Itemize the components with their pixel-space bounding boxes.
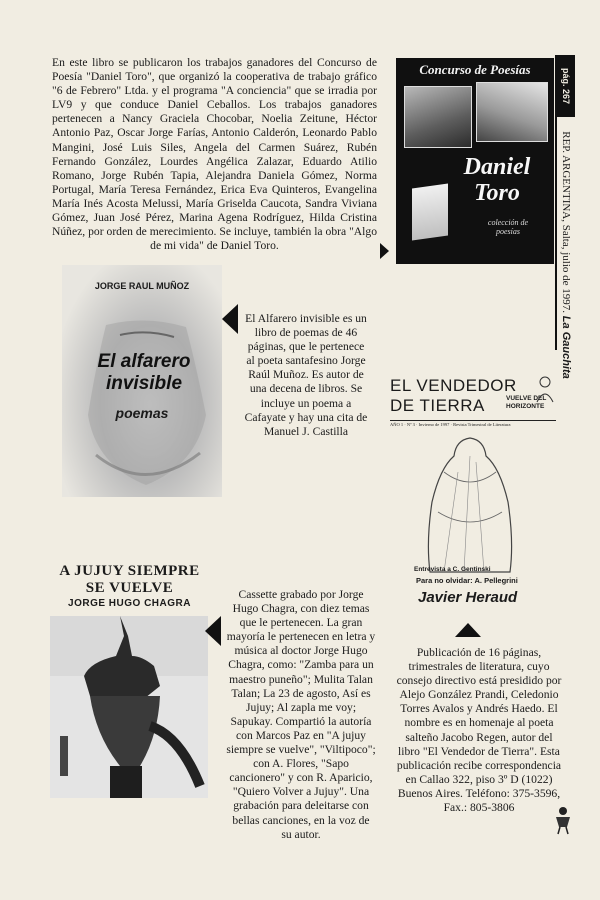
vendedor-title-1: EL VENDEDOR [390,376,517,395]
cover-name-first: Daniel [463,154,531,180]
vendedor-cover-subtitle: VUELVE DEL HORIZONTE [506,395,547,410]
vendedor-cover-title [390,376,517,416]
cover-photo-book [412,183,448,240]
header-brand: La Gauchita [560,315,572,379]
arrow-left-icon [222,304,238,334]
vendedor-cover-name: Javier Heraud [418,589,518,606]
page-number-box [557,55,575,117]
figure-sketch-icon [532,374,558,404]
vase-illustration [76,305,216,495]
arrow-right-icon [380,243,389,259]
vendedor-cover-image [390,368,560,614]
vendedor-paragraph: Publicación de 16 páginas, trimestrales de literatura, cuyo consejo directivo está presidido por Alejo González Prandi, Celedonio Torres Avalos y Andrés Haedo. El nombre es en homenaje al poeta salteño Jacobo Regen, autor del libro "El Vendedor de Tierra". Esta publicación recibe correspondencia en Callao 322, piso 3º D (1022) Buenos Aires. Teléfono: 375-3596, Fax.: 805-3806 [396,646,562,815]
alfarero-cover-author: JORGE RAUL MUÑOZ [94,281,190,291]
veiled-figure-illustration [414,432,526,574]
header-text [560,131,572,379]
cover-photo-landscape [476,82,548,142]
cover-name [452,154,542,206]
vendedor-cover-interview: Entrevista a C. Gentinski [414,566,491,573]
page-header-strip [555,55,575,379]
alfarero-paragraph: El Alfarero invisible es un libro de poemas de 46 páginas, que le pertenece al poeta santafesino Jorge Raúl Muñoz. Es autor de una decena de libros. Se incluye un poema a Cafayate y hay una cita de Manuel J. Castilla [244,312,368,438]
arrow-up-icon [455,623,481,637]
jujuy-title-1: A JUJUY SIEMPRE [59,563,200,579]
vendedor-cover-issue: AÑO 1 · Nº 3 · Invierno de 1997 · Revista Trimestral de Literatura [390,422,511,427]
intro-paragraph: En este libro se publicaron los trabajos ganadores del Concurso de Poesía "Daniel Toro", que organizó la cooperativa de trabajo gráfico "6 de Febrero" Ltda. y el programa "A conciencia" que se irradia por LV9 y que conduce Daniel Ceballos. Los trabajos ganadores pertenecen a Nancy Graciela Chocobar, Noelia Zeitune, Héctor Antonio Paz, Oscar Jorge Farías, Antonio Calderón, Leonardo Pablo Mangini, José Luis Siles, Angela del Carmen Suárez, Rubén Fernando González, Lourdes Angélica Zalazar, Eduardo Atilio Romano, Jorge Rubén Tapia, Alejandra Daniela Gómez, Norma Portugal, María Teresa Fernández, Erica Eva Quinteros, Evangelina María Inés Acosta Melussi, María Griselda Caucota, Sandra Viviana Gómez, Juan José Pérez, Marina Agena Rodríguez, Hilda Cristina Núñez, por orden de merecimiento. Se incluye, también la obra "Algo de mi vida" de Daniel Toro. [52,56,377,253]
alfarero-cover-subtitle: poemas [115,405,169,421]
jujuy-cover-author: JORGE HUGO CHAGRA [68,598,191,609]
alfarero-cover-title-1: El alfarero [97,351,191,372]
cover-name-last: Toro [474,180,520,206]
alfarero-cover-title-2: invisible [105,373,183,394]
vendedor-cover-rule [390,420,556,421]
jujuy-cover-title [52,563,207,597]
arrow-left-icon-2 [205,616,221,646]
header-location-date: REP. ARGENTINA, Salta, julio de 1997. [560,131,572,314]
vendedor-title-2: DE TIERRA [390,396,485,415]
pulpit-photo [50,616,208,798]
jujuy-title-2: SE VUELVE [85,580,174,596]
cover-collection: colección de poesías [487,218,529,236]
alfarero-cover-title [68,351,220,395]
cover-title: Concurso de Poesías [419,62,531,77]
alfarero-cover-image [62,265,222,497]
vendedor-cover-remember: Para no olvidar: A. Pellegrini [416,576,518,585]
page-number: pág. 267 [561,67,571,105]
cover-photo-church [404,86,472,148]
mascot-icon [552,805,574,835]
jujuy-paragraph: Cassette grabado por Jorge Hugo Chagra, con diez temas que le pertenecen. La gran mayoría le pertenecen en letra y música al doctor Jorge Hugo Chagra, como: "Zamba para un maestro puneño"; Mulita Talan Talan; La 23 de agosto, Así es Jujuy; Al zapla me voy; Sapukay. Compartió la autoría con Marcos Paz en "A jujuy siempre se vuelve", "Viltipoco"; con A. Flores, "Sapo cancionero" y con R. Aparicio, "Quiero Volver a Jujuy". Una grabación para deleitarse con bellas canciones, en la voz de su autor. [226,588,376,841]
carved-pulpit-illustration [50,616,208,798]
concurso-cover-image [396,58,554,264]
